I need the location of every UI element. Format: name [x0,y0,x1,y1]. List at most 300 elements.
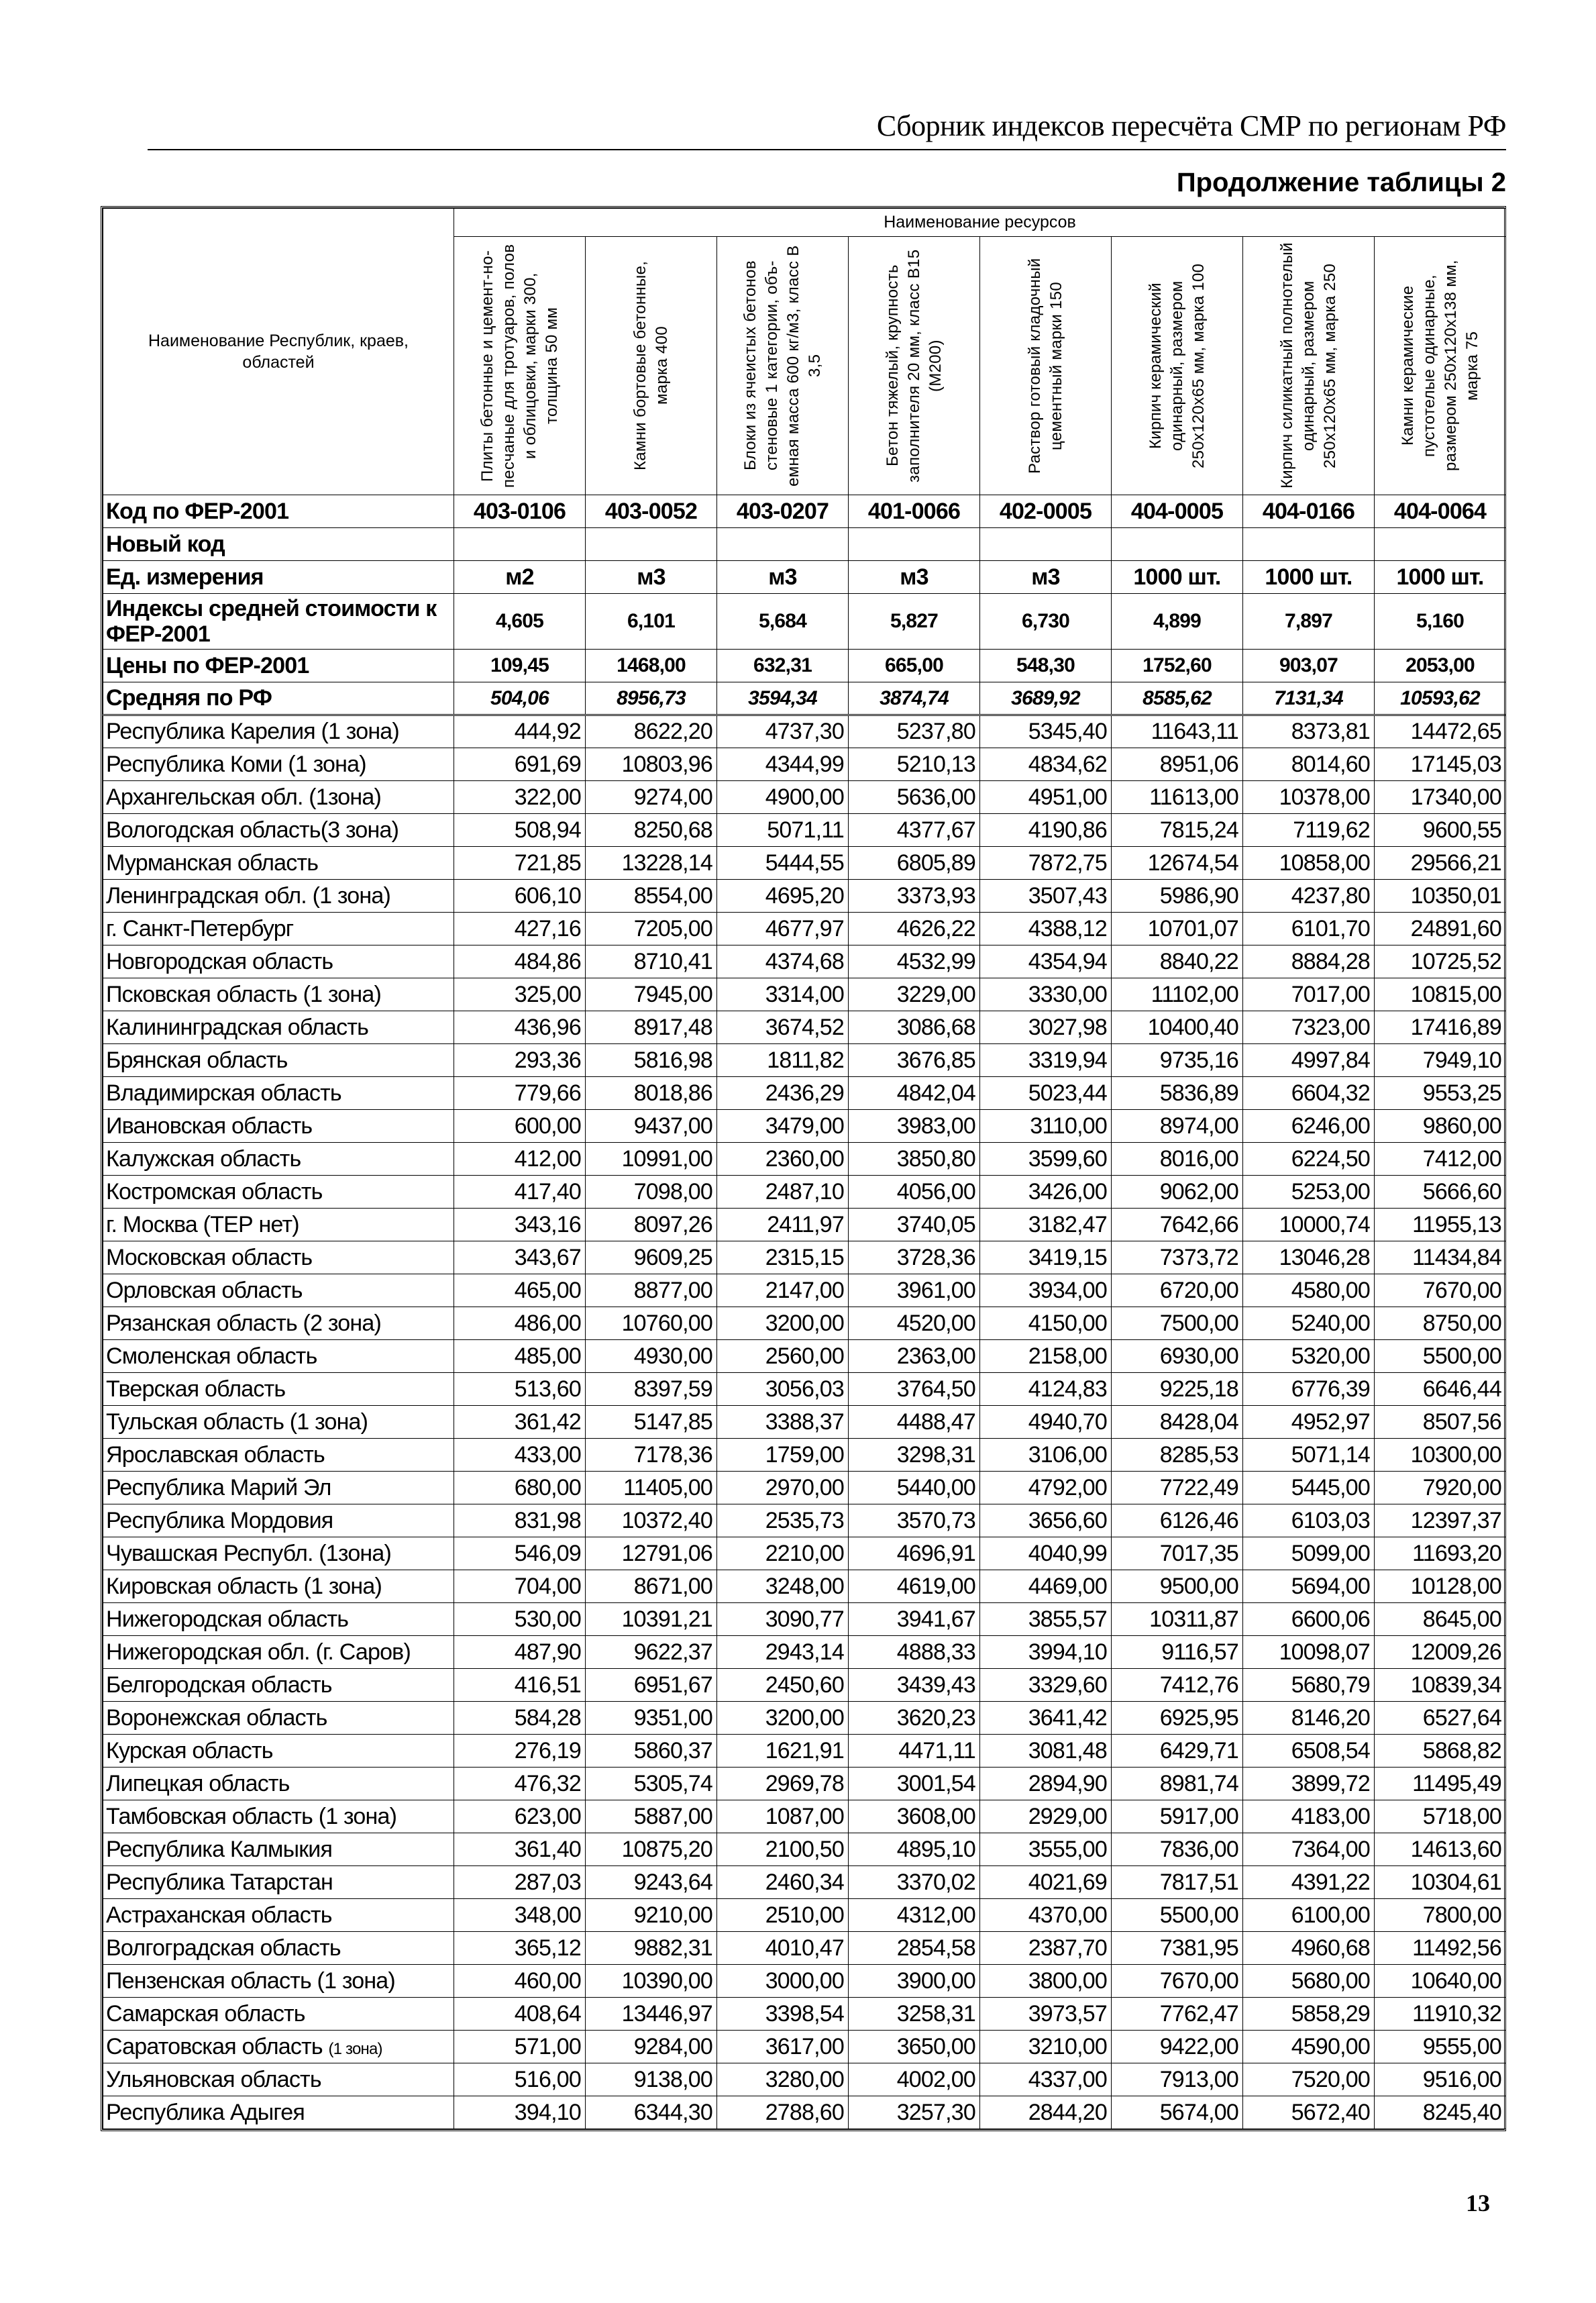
resource-header-3 [717,237,849,495]
price-cell: 4834,62 [980,748,1112,781]
meta-value: 109,45 [454,650,586,682]
price-cell: 7520,00 [1243,2063,1375,2096]
price-cell: 2535,73 [717,1504,849,1537]
price-cell: 29566,21 [1375,847,1506,880]
price-cell: 3728,36 [849,1241,980,1274]
price-cell: 6646,44 [1375,1373,1506,1406]
table-row [103,1603,1506,1636]
region-name: Орловская область [106,1277,303,1303]
price-cell: 3090,77 [717,1603,849,1636]
meta-value [586,528,717,561]
price-cell: 2854,58 [849,1932,980,1965]
price-cell: 9351,00 [586,1702,717,1735]
resource-header-4 [849,237,980,495]
meta-value: м2 [454,561,586,594]
region-column-header: Наименование Республик, краев, областей [103,209,454,495]
resource-header-7 [1243,237,1375,495]
page-number: 13 [1466,2190,1490,2216]
price-cell: 5071,14 [1243,1439,1375,1472]
region-name: г. Москва (ТЕР нет) [106,1211,299,1237]
table-row [103,1735,1506,1768]
region-name-cell [103,1735,454,1768]
price-cell: 4696,91 [849,1537,980,1570]
price-cell: 3855,57 [980,1603,1112,1636]
price-cell: 24891,60 [1375,913,1506,945]
price-cell: 10815,00 [1375,978,1506,1011]
region-name-cell [103,1373,454,1406]
price-cell: 9437,00 [586,1110,717,1143]
price-cell: 13446,97 [586,1998,717,2031]
price-cell: 3419,15 [980,1241,1112,1274]
table-row [103,1932,1506,1965]
meta-value [980,528,1112,561]
price-cell: 3257,30 [849,2096,980,2129]
price-cell: 17145,03 [1375,748,1506,781]
price-cell: 10128,00 [1375,1570,1506,1603]
price-cell: 546,09 [454,1537,586,1570]
region-name-cell [103,1143,454,1176]
price-cell: 6600,06 [1243,1603,1375,1636]
price-cell: 11495,49 [1375,1768,1506,1800]
price-cell: 5071,11 [717,814,849,847]
table-row [103,715,1506,748]
price-cell: 11405,00 [586,1472,717,1504]
price-cell: 2100,50 [717,1833,849,1866]
price-cell: 3081,48 [980,1735,1112,1768]
price-cell: 2158,00 [980,1340,1112,1373]
price-cell: 11434,84 [1375,1241,1506,1274]
meta-value: 401-0066 [849,495,980,528]
price-cell: 9609,25 [586,1241,717,1274]
price-cell: 584,28 [454,1702,586,1735]
price-cell: 7913,00 [1112,2063,1243,2096]
resource-header-8 [1375,237,1506,495]
region-name-cell [103,1110,454,1143]
price-cell: 10300,00 [1375,1439,1506,1472]
price-cell: 4930,00 [586,1340,717,1373]
price-cell: 8671,00 [586,1570,717,1603]
price-cell: 17416,89 [1375,1011,1506,1044]
price-cell: 485,00 [454,1340,586,1373]
meta-value: 10593,62 [1375,682,1506,715]
region-name-cell [103,1768,454,1800]
table-row [103,1143,1506,1176]
price-cell: 7412,76 [1112,1669,1243,1702]
region-name: Белгородская область [106,1672,332,1698]
table-row [103,2096,1506,2129]
meta-value: 3874,74 [849,682,980,715]
price-cell: 436,96 [454,1011,586,1044]
region-name: Тульская область (1 зона) [106,1409,368,1435]
price-cell: 7178,36 [586,1439,717,1472]
price-cell: 8245,40 [1375,2096,1506,2129]
region-name: Пензенская область (1 зона) [106,1967,395,1994]
price-cell: 3850,80 [849,1143,980,1176]
meta-value: 5,827 [849,594,980,650]
region-name-cell [103,2096,454,2129]
price-cell: 4021,69 [980,1866,1112,1899]
price-cell: 11492,56 [1375,1932,1506,1965]
price-cell: 4792,00 [980,1472,1112,1504]
region-name: Новгородская область [106,948,333,974]
region-name: Республика Татарстан [106,1869,333,1895]
region-name-cell [103,2031,454,2063]
price-cell: 416,51 [454,1669,586,1702]
price-cell: 3656,60 [980,1504,1112,1537]
price-cell: 8917,48 [586,1011,717,1044]
region-name: Республика Коми (1 зона) [106,751,366,777]
table-row [103,1833,1506,1866]
region-name: Вологодская область(3 зона) [106,817,399,843]
price-cell: 322,00 [454,781,586,814]
price-cell: 10701,07 [1112,913,1243,945]
price-cell: 4842,04 [849,1077,980,1110]
region-name: Калининградская область [106,1014,369,1040]
price-cell: 6604,32 [1243,1077,1375,1110]
price-cell: 6103,03 [1243,1504,1375,1537]
price-cell: 10304,61 [1375,1866,1506,1899]
price-cell: 3764,50 [849,1373,980,1406]
resource-name: Раствор готовый кладочный цементный марки 150 [1025,258,1065,474]
price-cell: 417,40 [454,1176,586,1209]
price-cell: 465,00 [454,1274,586,1307]
price-cell: 4997,84 [1243,1044,1375,1077]
price-cell: 4488,47 [849,1406,980,1439]
price-cell: 3608,00 [849,1800,980,1833]
price-cell: 11102,00 [1112,978,1243,1011]
price-cell: 4737,30 [717,715,849,748]
price-cell: 7872,75 [980,847,1112,880]
price-cell: 2210,00 [717,1537,849,1570]
meta-value: 403-0052 [586,495,717,528]
price-cell: 4150,00 [980,1307,1112,1340]
price-cell: 3934,00 [980,1274,1112,1307]
price-cell: 2970,00 [717,1472,849,1504]
price-cell: 8097,26 [586,1209,717,1241]
meta-value [717,528,849,561]
meta-value: м3 [849,561,980,594]
region-name-cell [103,1340,454,1373]
price-cell: 3479,00 [717,1110,849,1143]
price-cell: 3388,37 [717,1406,849,1439]
meta-row-new-code [103,528,1506,561]
meta-value [1112,528,1243,561]
region-name: Псковская область (1 зона) [106,981,382,1007]
price-cell: 9860,00 [1375,1110,1506,1143]
price-cell: 13228,14 [586,847,717,880]
price-cell: 3248,00 [717,1570,849,1603]
meta-value: 7131,34 [1243,682,1375,715]
price-cell: 3398,54 [717,1998,849,2031]
price-cell: 7945,00 [586,978,717,1011]
table [103,208,1506,2129]
price-cell: 3676,85 [849,1044,980,1077]
price-cell: 4370,00 [980,1899,1112,1932]
price-cell: 4388,12 [980,913,1112,945]
region-name: Тверская область [106,1376,286,1402]
price-cell: 12674,54 [1112,847,1243,880]
price-cell: 5860,37 [586,1735,717,1768]
region-name-cell [103,1209,454,1241]
price-cell: 3373,93 [849,880,980,913]
region-name-cell [103,1636,454,1669]
region-name-cell [103,1307,454,1340]
price-cell: 5672,40 [1243,2096,1375,2129]
resource-header-1 [454,237,586,495]
price-cell: 5147,85 [586,1406,717,1439]
resource-name: Бетон тяжелый, крупность заполнителя 20 мм, класс В15 (М200) [883,249,945,482]
price-cell: 4520,00 [849,1307,980,1340]
price-cell: 9516,00 [1375,2063,1506,2096]
price-cell: 5023,44 [980,1077,1112,1110]
price-cell: 7412,00 [1375,1143,1506,1176]
price-cell: 12397,37 [1375,1504,1506,1537]
price-cell: 9600,55 [1375,814,1506,847]
price-cell: 6100,00 [1243,1899,1375,1932]
price-cell: 7119,62 [1243,814,1375,847]
price-cell: 3674,52 [717,1011,849,1044]
resource-name: Кирпич силикатный полнотелый одинарный, размером 250х120х65 мм, марка 250 [1277,242,1339,489]
price-cell: 3110,00 [980,1110,1112,1143]
price-cell: 9553,25 [1375,1077,1506,1110]
price-cell: 9243,64 [586,1866,717,1899]
regional-index-table [101,206,1506,2131]
price-cell: 3370,02 [849,1866,980,1899]
meta-value [1243,528,1375,561]
region-name-cell [103,1077,454,1110]
price-cell: 10378,00 [1243,781,1375,814]
price-cell: 7670,00 [1375,1274,1506,1307]
meta-row-fer-code [103,495,1506,528]
price-cell: 4337,00 [980,2063,1112,2096]
price-cell: 11693,20 [1375,1537,1506,1570]
table-row [103,1176,1506,1209]
table-row [103,1669,1506,1702]
price-cell: 9422,00 [1112,2031,1243,2063]
price-cell: 10991,00 [586,1143,717,1176]
price-cell: 5440,00 [849,1472,980,1504]
price-cell: 3298,31 [849,1439,980,1472]
region-name: Республика Мордовия [106,1507,333,1533]
price-cell: 365,12 [454,1932,586,1965]
price-cell: 4626,22 [849,913,980,945]
price-cell: 4056,00 [849,1176,980,1209]
region-name: Кировская область (1 зона) [106,1573,382,1599]
table-row [103,1011,1506,1044]
price-cell: 3027,98 [980,1011,1112,1044]
price-cell: 343,16 [454,1209,586,1241]
price-cell: 10875,20 [586,1833,717,1866]
region-name-cell [103,1570,454,1603]
price-cell: 8014,60 [1243,748,1375,781]
meta-value: 404-0005 [1112,495,1243,528]
region-name: Курская область [106,1737,273,1763]
price-cell: 287,03 [454,1866,586,1899]
table-row [103,1702,1506,1735]
region-name: Республика Карелия (1 зона) [106,719,399,744]
price-cell: 4940,70 [980,1406,1112,1439]
price-cell: 14613,60 [1375,1833,1506,1866]
price-cell: 8018,86 [586,1077,717,1110]
region-name: Республика Адыгея [106,2099,305,2125]
meta-value: 8956,73 [586,682,717,715]
price-cell: 10640,00 [1375,1965,1506,1998]
price-cell: 516,00 [454,2063,586,2096]
price-cell: 2788,60 [717,2096,849,2129]
meta-value: 903,07 [1243,650,1375,682]
price-cell: 7017,00 [1243,978,1375,1011]
region-name: Московская область [106,1244,313,1270]
table-row [103,1274,1506,1307]
region-name-cell [103,1866,454,1899]
price-cell: 10400,40 [1112,1011,1243,1044]
price-cell: 4237,80 [1243,880,1375,913]
price-cell: 2943,14 [717,1636,849,1669]
table-row [103,1800,1506,1833]
price-cell: 7364,00 [1243,1833,1375,1866]
price-cell: 3319,94 [980,1044,1112,1077]
region-name: Воронежская область [106,1704,327,1731]
meta-label: Код по ФЕР-2001 [103,495,454,528]
meta-value: 404-0166 [1243,495,1375,528]
meta-value: 3689,92 [980,682,1112,715]
region-name-cell [103,1932,454,1965]
region-name-cell [103,1504,454,1537]
meta-value: 5,684 [717,594,849,650]
price-cell: 5816,98 [586,1044,717,1077]
table-row [103,847,1506,880]
price-cell: 3599,60 [980,1143,1112,1176]
region-name-cell [103,1669,454,1702]
price-cell: 4532,99 [849,945,980,978]
meta-value: 3594,34 [717,682,849,715]
price-cell: 513,60 [454,1373,586,1406]
price-cell: 4952,97 [1243,1406,1375,1439]
price-cell: 8285,53 [1112,1439,1243,1472]
price-cell: 2460,34 [717,1866,849,1899]
price-cell: 8250,68 [586,814,717,847]
table-row [103,2063,1506,2096]
price-cell: 427,16 [454,913,586,945]
price-cell: 10098,07 [1243,1636,1375,1669]
price-cell: 10760,00 [586,1307,717,1340]
region-name: Саратовская область [106,2033,323,2059]
price-cell: 4190,86 [980,814,1112,847]
price-cell: 7017,35 [1112,1537,1243,1570]
table-row [103,880,1506,913]
table-row [103,1241,1506,1274]
price-cell: 10391,21 [586,1603,717,1636]
price-cell: 7920,00 [1375,1472,1506,1504]
price-cell: 3229,00 [849,978,980,1011]
region-name: Рязанская область (2 зона) [106,1310,381,1336]
meta-value: 4,605 [454,594,586,650]
price-cell: 2387,70 [980,1932,1112,1965]
price-cell: 3314,00 [717,978,849,1011]
meta-value: 548,30 [980,650,1112,682]
price-cell: 348,00 [454,1899,586,1932]
price-cell: 6930,00 [1112,1340,1243,1373]
price-cell: 4469,00 [980,1570,1112,1603]
price-cell: 2315,15 [717,1241,849,1274]
price-cell: 2894,90 [980,1768,1112,1800]
region-name: Республика Марий Эл [106,1474,331,1500]
region-name-cell [103,1702,454,1735]
region-name-cell [103,1406,454,1439]
table-row [103,1110,1506,1143]
meta-value: 7,897 [1243,594,1375,650]
price-cell: 8397,59 [586,1373,717,1406]
price-cell: 3507,43 [980,880,1112,913]
region-name-cell [103,1965,454,1998]
price-cell: 6527,64 [1375,1702,1506,1735]
region-name-cell [103,1274,454,1307]
meta-value: 403-0207 [717,495,849,528]
region-name: Ульяновская область [106,2066,321,2092]
table-row [103,1340,1506,1373]
price-cell: 408,64 [454,1998,586,2031]
meta-row-unit [103,561,1506,594]
price-cell: 3961,00 [849,1274,980,1307]
table-row [103,2031,1506,2063]
price-cell: 6805,89 [849,847,980,880]
price-cell: 6720,00 [1112,1274,1243,1307]
table-row [103,1472,1506,1504]
price-cell: 6101,70 [1243,913,1375,945]
price-cell: 4354,94 [980,945,1112,978]
price-cell: 530,00 [454,1603,586,1636]
price-cell: 7381,95 [1112,1932,1243,1965]
price-cell: 394,10 [454,2096,586,2129]
price-cell: 7205,00 [586,913,717,945]
price-cell: 4960,68 [1243,1932,1375,1965]
region-name-cell [103,2063,454,2096]
region-name: Республика Калмыкия [106,1836,333,1862]
table-row [103,913,1506,945]
price-cell: 9062,00 [1112,1176,1243,1209]
price-cell: 325,00 [454,978,586,1011]
price-cell: 487,90 [454,1636,586,1669]
region-name-cell [103,913,454,945]
region-name-cell [103,781,454,814]
region-name-cell [103,1176,454,1209]
price-cell: 691,69 [454,748,586,781]
price-cell: 9735,16 [1112,1044,1243,1077]
table-row [103,1504,1506,1537]
table-row [103,814,1506,847]
table-row [103,945,1506,978]
price-cell: 2411,97 [717,1209,849,1241]
price-cell: 3650,00 [849,2031,980,2063]
table-row [103,1636,1506,1669]
price-cell: 7098,00 [586,1176,717,1209]
price-cell: 3941,67 [849,1603,980,1636]
price-cell: 3210,00 [980,2031,1112,2063]
price-cell: 9116,57 [1112,1636,1243,1669]
price-cell: 412,00 [454,1143,586,1176]
price-cell: 10000,74 [1243,1209,1375,1241]
price-cell: 4374,68 [717,945,849,978]
region-name: Калужская область [106,1145,301,1172]
price-cell: 10350,01 [1375,880,1506,913]
price-cell: 2487,10 [717,1176,849,1209]
price-cell: 10725,52 [1375,945,1506,978]
table-row [103,1965,1506,1998]
table-row [103,1077,1506,1110]
meta-value: 8585,62 [1112,682,1243,715]
meta-value: м3 [980,561,1112,594]
region-name-cell [103,945,454,978]
